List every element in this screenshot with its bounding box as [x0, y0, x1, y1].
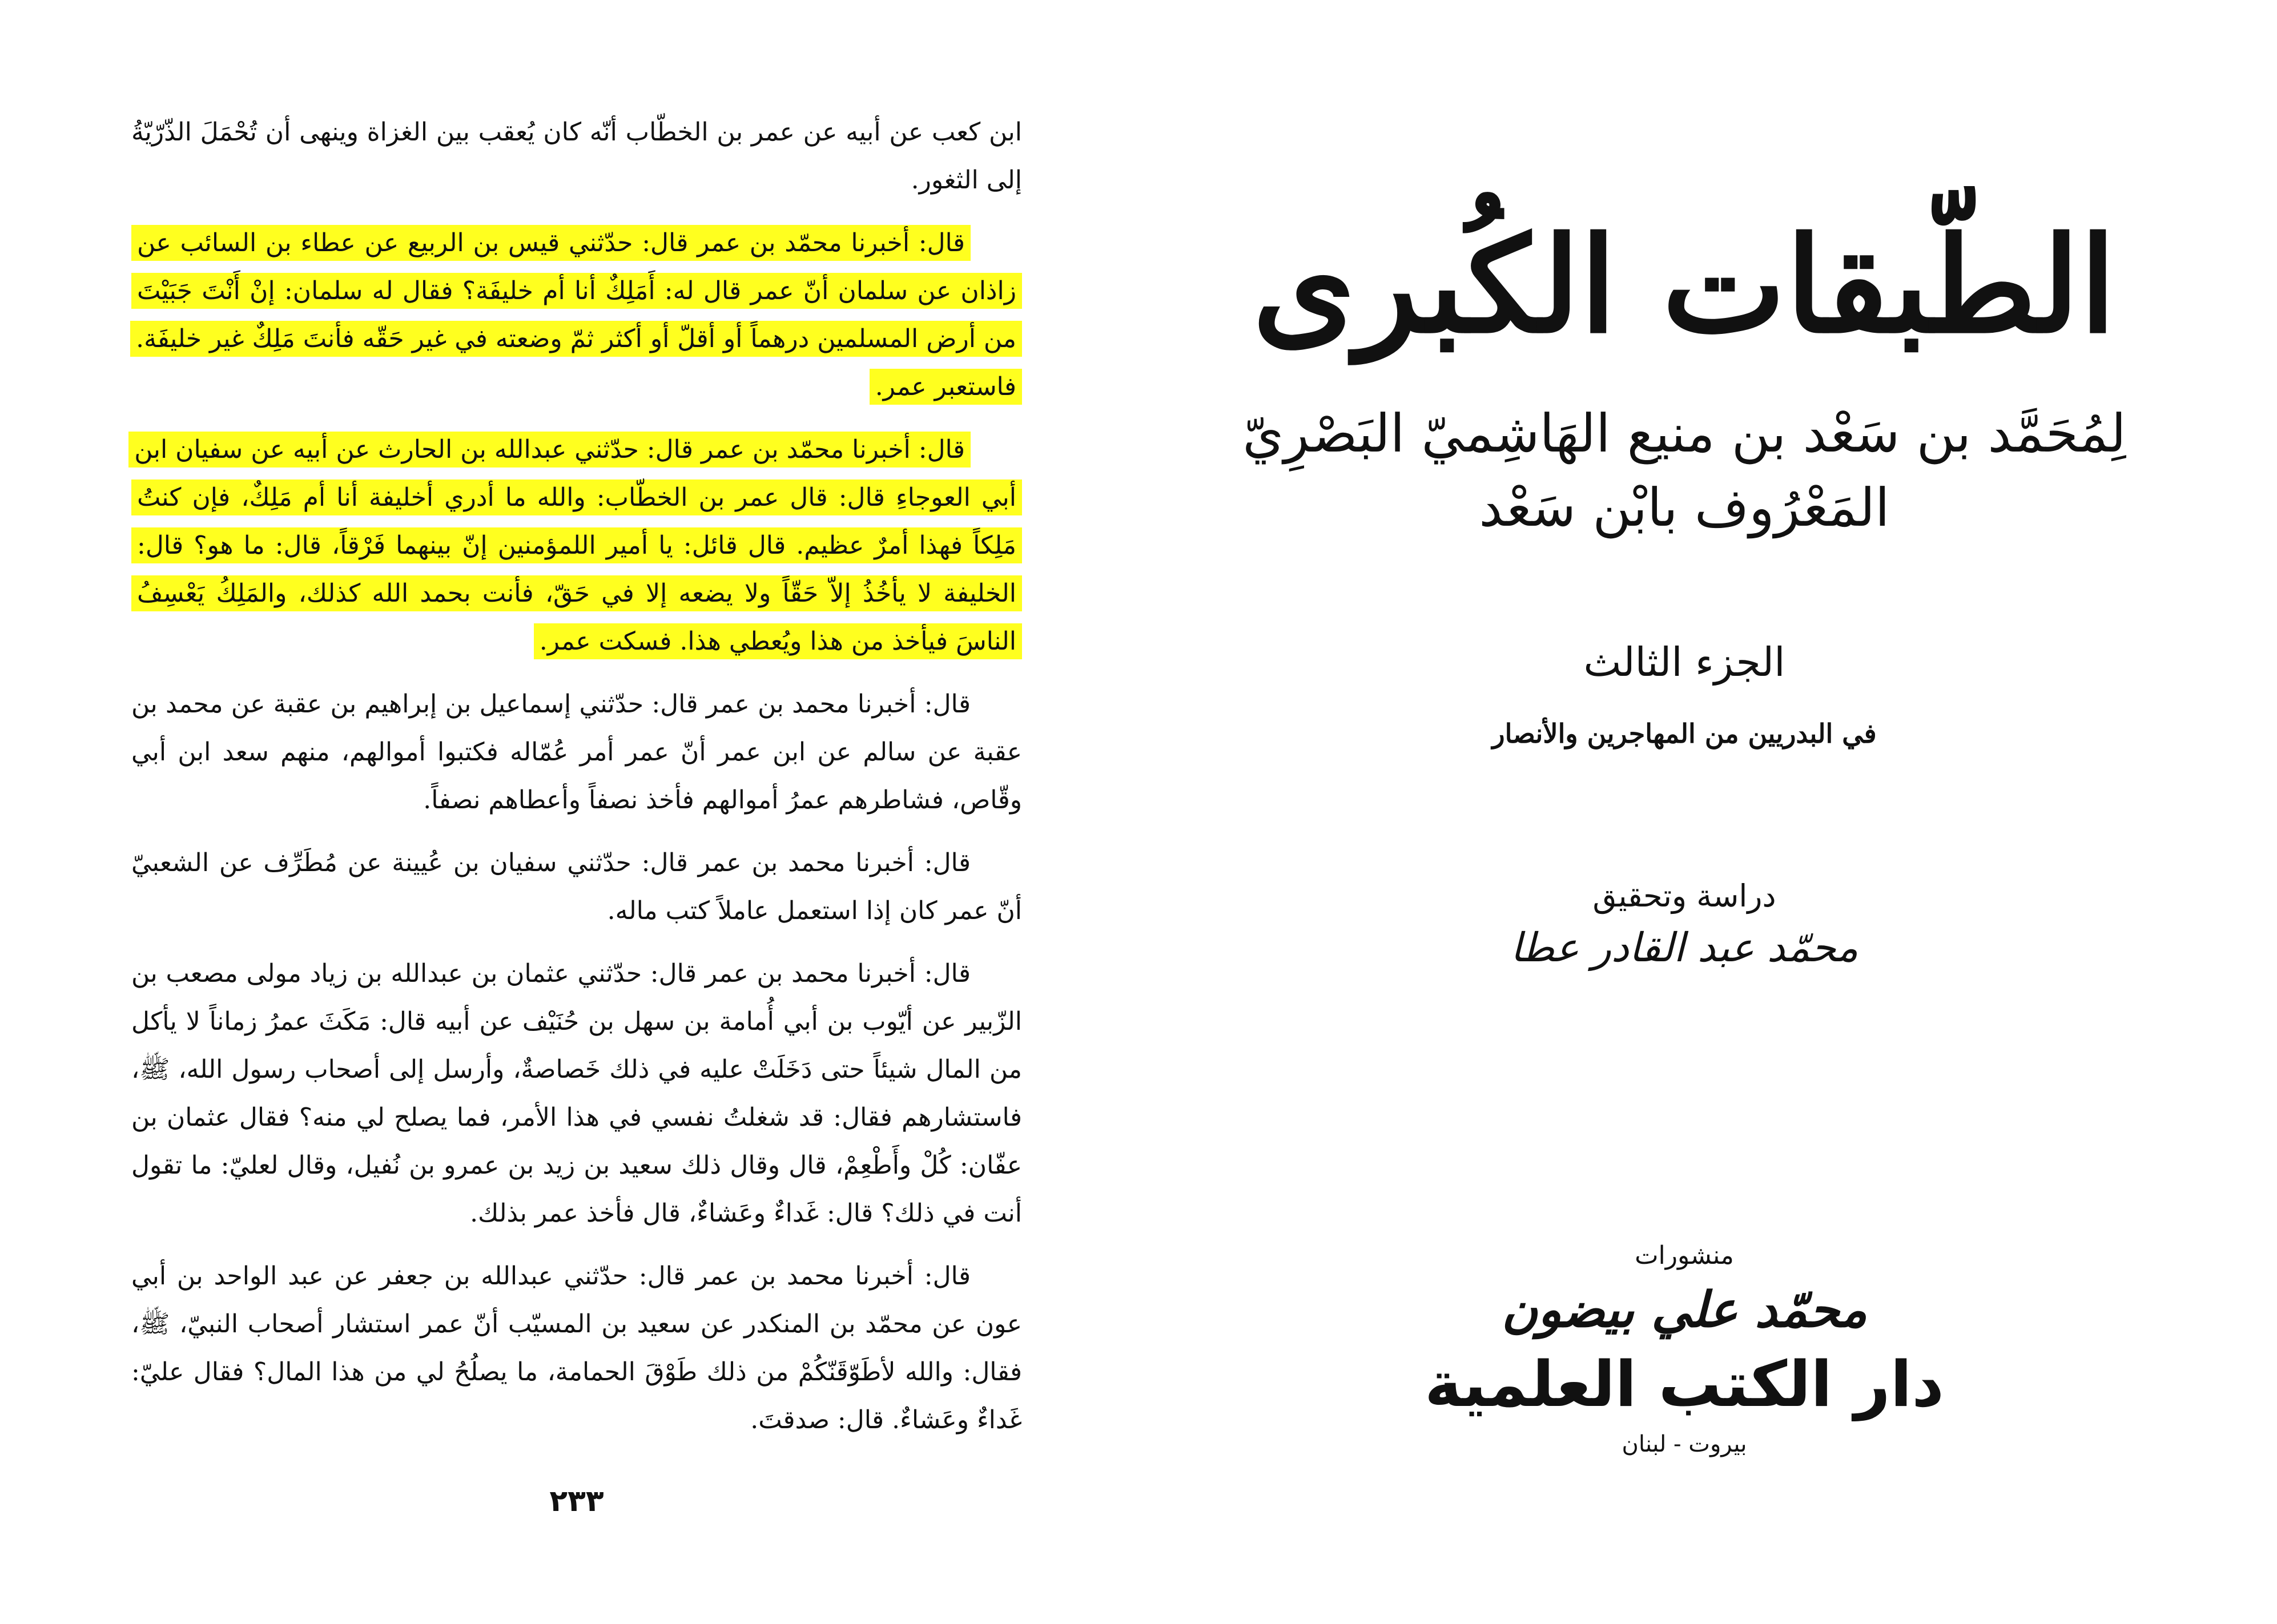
- left-page: [131, 108, 1022, 1558]
- paragraph: [131, 219, 1022, 411]
- editor-name: محمّد عبد القادر عطا: [1510, 924, 1858, 971]
- study-label: دراسة وتحقيق: [1592, 878, 1776, 914]
- paragraph-text: قال: أخبرنا محمد بن عمر قال: حدّثني عبدالله بن جعفر عن عبد الواحد بن أبي عون عن محمّد بن المنكدر عن سعيد بن المسيّب أنّ عمر استشار أصحاب النبيّ، ﷺ، فقال: والله لأطَوّقَنّكُمْ من ذلك طَوْقَ الحمامة، ما يصلُحُ لي من هذا المال؟ فقال عليّ: غَداءٌ وعَشاءٌ. قال: صدقتَ.: [131, 1262, 1022, 1434]
- paragraph: [131, 1252, 1022, 1444]
- paragraph: [131, 950, 1022, 1238]
- publisher-name: محمّد علي بيضون: [1502, 1281, 1867, 1339]
- paragraph-text: ابن كعب عن أبيه عن عمر بن الخطّاب أنّه كان يُعقب بين الغزاة وينهى أن تُحْمَلَ الذّرّيّةُ إلى الثغور.: [131, 118, 1022, 195]
- publisher-city: بيروت - لبنان: [1622, 1431, 1747, 1457]
- page-number: ٢٣٣: [549, 1484, 604, 1518]
- left-page-text: [131, 108, 1022, 1444]
- paragraph: [131, 680, 1022, 824]
- publisher-label: منشورات: [1635, 1241, 1734, 1270]
- right-page-title: [1228, 108, 2141, 1558]
- paragraph: [131, 108, 1022, 204]
- publishing-house: دار الكتب العلمية: [1425, 1348, 1944, 1421]
- paragraph-text: قال: أخبرنا محمد بن عمر قال: حدّثني عثمان بن عبدالله بن زياد مولى مصعب بن الزّبير عن أيّوب بن أبي أُمامة بن سهل بن حُنَيْف عن أبيه قال: مَكَثَ عمرُ زماناً لا يأكل من المال شيئاً حتى دَخَلَتْ عليه في ذلك خَصاصةٌ، وأرسل إلى أصحاب رسول الله، ﷺ، فاستشارهم فقال: قد شغلتُ نفسي في هذا الأمر، فما يصلح لي منه؟ فقال عثمان بن عفّان: كُلْ وأَطْعِمْ، قال وقال ذلك سعيد بن زيد بن عمرو بن نُفيل، وقال لعليّ: ما تقول أنت في ذلك؟ قال: غَداءٌ وعَشاءٌ، قال فأخذ عمر بذلك.: [131, 959, 1022, 1228]
- book-title: الطّبقات الكُبرى: [1252, 208, 2117, 362]
- paragraph: [131, 426, 1022, 666]
- paragraph-text: قال: أخبرنا محمد بن عمر قال: حدّثني إسماعيل بن إبراهيم بن عقبة عن محمد بن عقبة عن سالم عن ابن عمر أنّ عمر أمر عُمّاله فكتبوا أموالهم، منهم سعد ابن أبي وقّاص، فشاطرهم عمرُ أموالهم فأخذ نصفاً وأعطاهم نصفاً.: [131, 690, 1022, 815]
- highlighted-text: قال: أخبرنا محمّد بن عمر قال: حدّثني قيس بن الربيع عن عطاء بن السائب عن زاذان عن سلمان أنّ عمر قال له: أَمَلِكٌ أنا أم خليفَة؟ فقال له سلمان: إنْ أَنْتَ جَبَيْتَ من أرض المسلمين درهماً أو أقلّ أو أكثر ثمّ وضعته في غير حَقّه فأنتَ مَلِكٌ غير خليفَة. فاستعبر عمر.: [130, 225, 1022, 405]
- volume-subtitle: في البدريين من المهاجرين والأنصار: [1492, 718, 1877, 749]
- volume-label: الجزء الثالث: [1583, 639, 1785, 686]
- author-kunya: المَعْرُوف بابْن سَعْد: [1479, 477, 1890, 538]
- paragraph-text: قال: أخبرنا محمد بن عمر قال: حدّثني سفيان بن عُيينة عن مُطَرِّف عن الشعبيّ أنّ عمر كان إذا استعمل عاملاً كتب ماله.: [131, 848, 1022, 925]
- author-name: لِمُحَمَّد بن سَعْد بن منيع الهَاشِميّ البَصْرِيّ: [1242, 403, 2126, 464]
- paragraph: [131, 839, 1022, 935]
- highlighted-text: قال: أخبرنا محمّد بن عمر قال: حدّثني عبدالله بن الحارث عن أبيه عن سفيان ابن أبي العوجاءِ قال: قال عمر بن الخطّاب: والله ما أدري أخليفة أنا أم مَلِكٌ، فإن كنتُ مَلِكاً فهذا أمرٌ عظيم. قال قائل: يا أمير اللمؤمنين إنّ بينهما فَرْقاً، قال: ما هو؟ قال: الخليفة لا يأخُذُ إلاّ حَقّاً ولا يضعه إلا في حَقّ، فأنت بحمد الله كذلك، والمَلِكُ يَعْسِفُ الناسَ فيأخذ من هذا ويُعطي هذا. فسكت عمر.: [128, 432, 1022, 659]
